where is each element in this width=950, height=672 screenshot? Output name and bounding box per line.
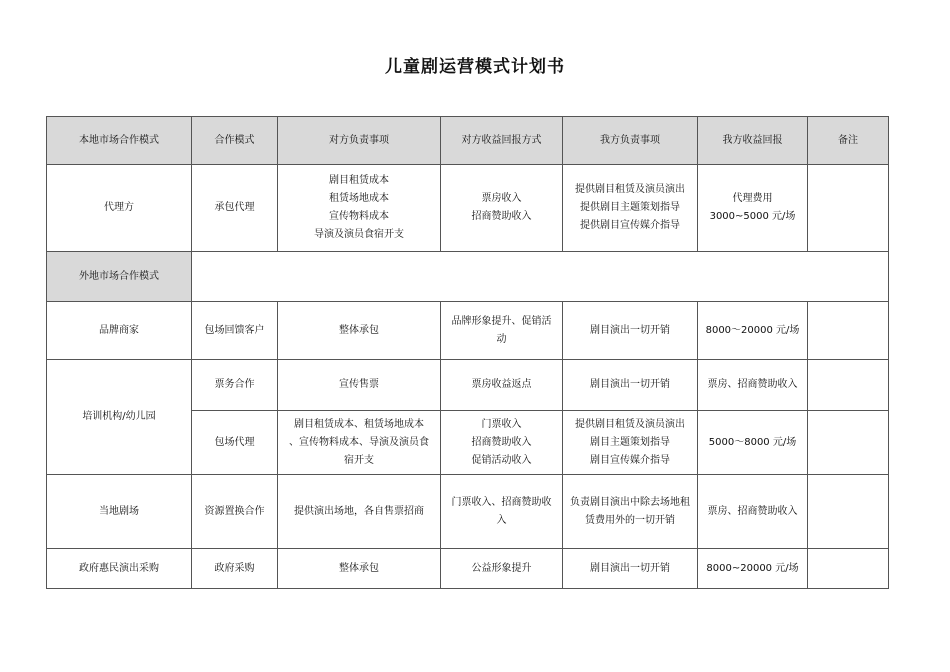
mode-cell: 包场代理 [192, 411, 278, 475]
our-duty-cell: 提供剧目租赁及演员演出 剧目主题策划指导 剧目宣传媒介指导 [563, 411, 698, 475]
col-header-note: 备注 [808, 117, 889, 165]
partner-cell: 当地剧场 [47, 475, 192, 549]
note-cell [808, 165, 889, 252]
mode-cell: 承包代理 [192, 165, 278, 252]
partner-cell: 培训机构/幼儿园 [47, 360, 192, 475]
page-title: 儿童剧运营模式计划书 [385, 57, 565, 77]
their-duty-cell: 剧目租赁成本、租赁场地成本 、宣传物料成本、导演及演员食 宿开支 [278, 411, 441, 475]
our-return-cell: 票房、招商赞助收入 [698, 475, 808, 549]
partner-cell: 政府惠民演出采购 [47, 549, 192, 589]
table-row [47, 475, 889, 549]
our-duty-cell: 剧目演出一切开销 [563, 302, 698, 360]
section-row-outside [47, 252, 889, 302]
our-duty-cell: 剧目演出一切开销 [563, 360, 698, 411]
our-return-cell: 5000～8000 元/场 [698, 411, 808, 475]
their-duty-cell: 提供演出场地，各自售票招商 [278, 475, 441, 549]
note-cell [808, 411, 889, 475]
their-return-cell: 门票收入 招商赞助收入 促销活动收入 [441, 411, 563, 475]
our-return-cell: 8000～20000 元/场 [698, 302, 808, 360]
col-header-their-duty: 对方负责事项 [278, 117, 441, 165]
their-duty-cell: 整体承包 [278, 302, 441, 360]
note-cell [808, 302, 889, 360]
our-return-cell: 代理费用 3000~5000 元/场 [698, 165, 808, 252]
table-row [47, 549, 889, 589]
their-return-cell: 门票收入、招商赞助收 入 [441, 475, 563, 549]
mode-cell: 包场回馈客户 [192, 302, 278, 360]
section-title-outside: 外地市场合作模式 [47, 252, 192, 302]
col-header-our-duty: 我方负责事项 [563, 117, 698, 165]
their-return-cell: 票房收入 招商赞助收入 [441, 165, 563, 252]
col-header-mode: 合作模式 [192, 117, 278, 165]
col-header-their-return: 对方收益回报方式 [441, 117, 563, 165]
section-spacer [192, 252, 889, 302]
our-duty-cell: 提供剧目租赁及演员演出 提供剧目主题策划指导 提供剧目宣传媒介指导 [563, 165, 698, 252]
operation-plan-table [46, 116, 889, 589]
partner-cell: 品牌商家 [47, 302, 192, 360]
their-return-cell: 品牌形象提升、促销活 动 [441, 302, 563, 360]
our-return-cell: 8000~20000 元/场 [698, 549, 808, 589]
mode-cell: 政府采购 [192, 549, 278, 589]
table-row-local [47, 165, 889, 252]
their-duty-cell: 剧目租赁成本 租赁场地成本 宣传物料成本 导演及演员食宿开支 [278, 165, 441, 252]
our-return-cell: 票房、招商赞助收入 [698, 360, 808, 411]
their-duty-cell: 整体承包 [278, 549, 441, 589]
their-return-cell: 公益形象提升 [441, 549, 563, 589]
table-row [47, 360, 889, 411]
note-cell [808, 549, 889, 589]
mode-cell: 票务合作 [192, 360, 278, 411]
section-title-local: 本地市场合作模式 [47, 117, 192, 165]
their-return-cell: 票房收益返点 [441, 360, 563, 411]
col-header-our-return: 我方收益回报 [698, 117, 808, 165]
our-duty-cell: 剧目演出一切开销 [563, 549, 698, 589]
their-duty-cell: 宣传售票 [278, 360, 441, 411]
note-cell [808, 360, 889, 411]
our-duty-cell: 负责剧目演出中除去场地租 赁费用外的一切开销 [563, 475, 698, 549]
partner-cell: 代理方 [47, 165, 192, 252]
mode-cell: 资源置换合作 [192, 475, 278, 549]
note-cell [808, 475, 889, 549]
header-row [47, 117, 889, 165]
table-row [47, 302, 889, 360]
